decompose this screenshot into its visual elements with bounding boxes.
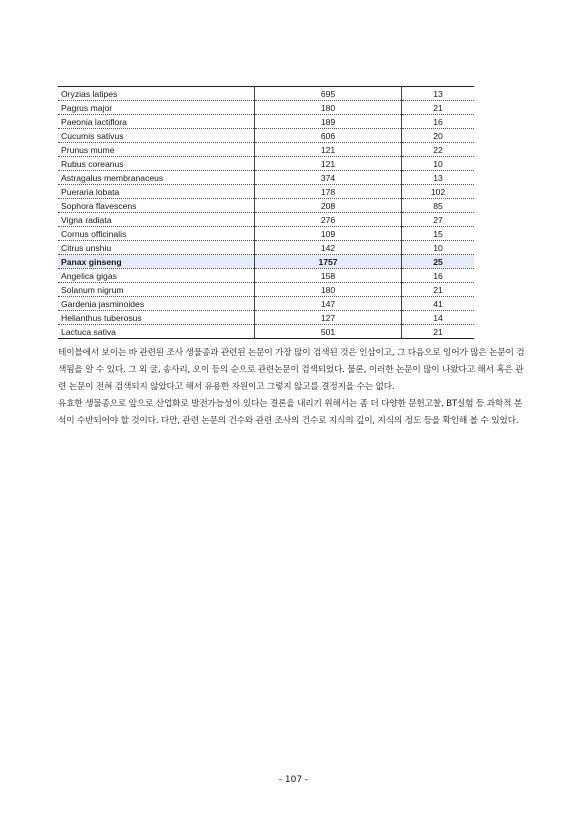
table-row [58,157,474,171]
survey-count-cell: 13 [402,171,475,185]
survey-count-cell: 85 [402,199,475,213]
survey-count-cell: 41 [402,297,475,311]
species-name-cell: Rubus coreanus [58,157,255,171]
species-name-cell: Pagrus major [58,101,255,115]
paper-count-cell: 127 [255,311,402,325]
table-row [58,129,474,143]
survey-count-cell: 16 [402,269,475,283]
species-name-cell: Oryzias latipes [58,87,255,101]
table-row [58,297,474,311]
paper-count-cell: 109 [255,227,402,241]
paper-count-cell: 142 [255,241,402,255]
survey-count-cell: 102 [402,185,475,199]
species-name-cell: Cucumis sativus [58,129,255,143]
species-name-cell: Citrus unshiu [58,241,255,255]
paragraph-2: 유효한 생물종으로 앞으로 산업화로 발전가능성이 있다는 결론을 내리기 위해서는 좀 더 다양한 문헌고찰, BT실험 등 과학적 분석이 수반되어야 할 것이다. 다만, 관련 논문의 건수와 관련 조사의 건수로 지식의 깊이, 지식의 정도 등을 확인해 볼 수 있었다. [58,399,523,426]
species-name-cell: Solanum nigrum [58,283,255,297]
species-name-cell: Paeonia lactiflora [58,115,255,129]
table-row [58,87,474,101]
table-row [58,115,474,129]
table-row [58,269,474,283]
paper-count-cell: 606 [255,129,402,143]
paper-count-cell: 178 [255,185,402,199]
species-name-cell: Gardenia jasminoides [58,297,255,311]
survey-count-cell: 21 [402,283,475,297]
paper-count-cell: 276 [255,213,402,227]
table-row [58,227,474,241]
species-name-cell: Prunus mume [58,143,255,157]
body-text [58,345,530,430]
table-row [58,283,474,297]
paper-count-cell: 189 [255,115,402,129]
table-row [58,213,474,227]
species-name-cell: Angelica gigas [58,269,255,283]
survey-count-cell: 13 [402,87,475,101]
paper-count-cell: 374 [255,171,402,185]
survey-count-cell: 16 [402,115,475,129]
paper-count-cell: 501 [255,325,402,339]
page-number: - 107 - [278,775,309,785]
table-row [58,185,474,199]
table-row [58,325,474,339]
species-name-cell: Cornus officinalis [58,227,255,241]
paper-count-cell: 208 [255,199,402,213]
paper-count-cell: 121 [255,157,402,171]
paper-count-cell: 121 [255,143,402,157]
species-name-cell: Lactuca sativa [58,325,255,339]
survey-count-cell: 27 [402,213,475,227]
species-name-cell: Pueraria lobata [58,185,255,199]
table-row [58,143,474,157]
survey-count-cell: 21 [433,326,443,337]
species-table [58,86,474,339]
paper-count-cell: 180 [255,283,402,297]
paper-count-cell: 1757 [255,255,402,269]
survey-count-cell: 10 [402,157,475,171]
survey-count-cell: 10 [402,241,475,255]
table-row [58,171,474,185]
survey-count-cell: 15 [402,227,475,241]
table-row [58,241,474,255]
table-body [58,87,474,339]
survey-count-cell: 21 [402,101,475,115]
paper-count-cell: 695 [255,87,402,101]
survey-count-cell: 14 [402,311,475,325]
table-row [58,101,474,115]
species-name-cell: Panax ginseng [58,255,255,269]
paragraph-1: 테이블에서 보이는 바 관련된 조사 생물종과 관련된 논문이 가장 많이 검색된 것은 인삼이고, 그 다음으로 잉어가 많은 논문이 검색됨을 알 수 있다. 그 외 굴, 송사리, 오이 등의 순으로 관련논문이 검색되었다. 물론, 이러한 논문이 많이 나왔다고 해서 혹은 관련 논문이 전혀 검색되지 않았다고 해서 유용한 자원이고 그렇지 않고를 결정지을 수는 없다. [58,348,525,392]
table-row [58,255,474,269]
table-row [58,199,474,213]
species-name-cell: Astragalus membranaceus [58,171,255,185]
survey-count-cell: 20 [402,129,475,143]
species-name-cell: Helianthus tuberosus [58,311,255,325]
species-name-cell: Sophora flavescens [58,199,255,213]
survey-count-cell: 25 [402,255,475,269]
survey-count-cell: 22 [402,143,475,157]
species-name-cell: Vigna radiata [58,213,255,227]
paper-count-cell: 158 [255,269,402,283]
paper-count-cell: 147 [255,297,402,311]
paper-count-cell: 180 [255,101,402,115]
table-row [58,311,474,325]
